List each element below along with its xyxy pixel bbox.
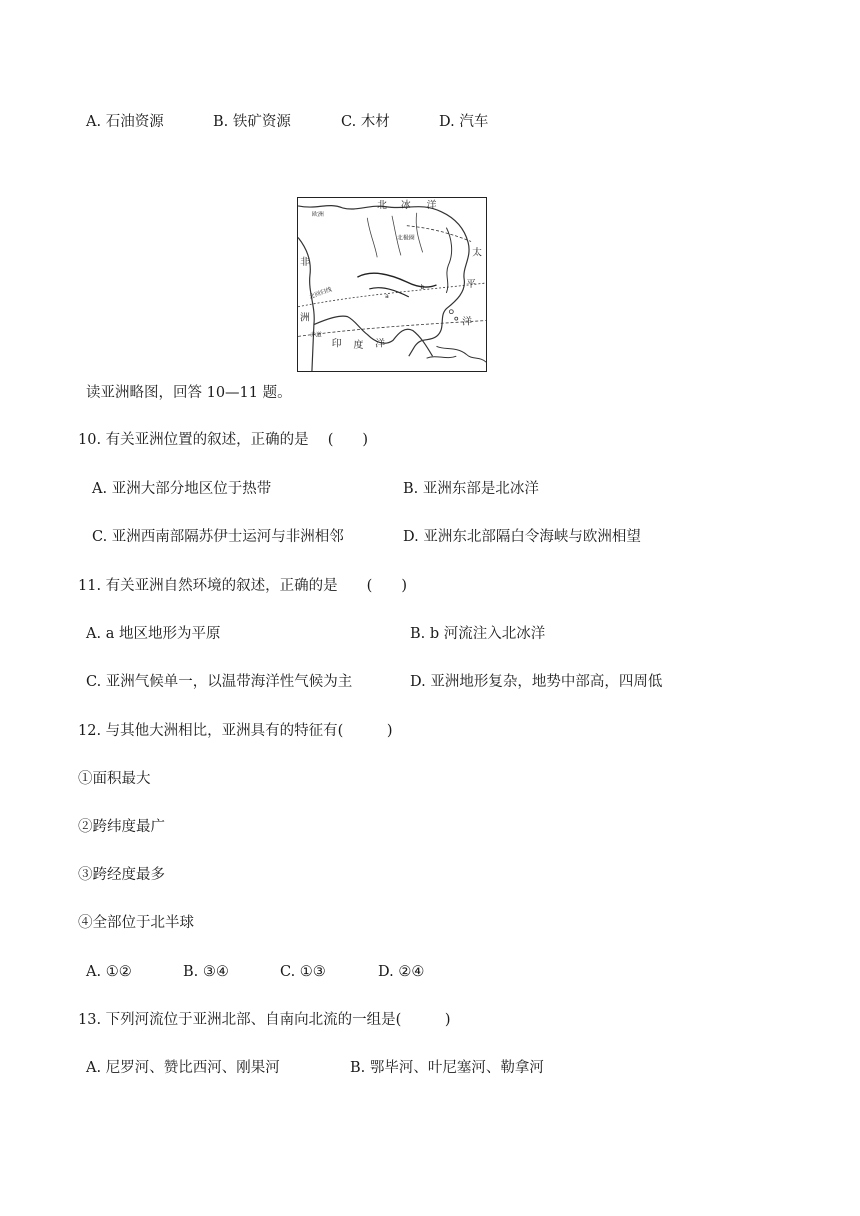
q10-stem: 10. 有关亚洲位置的叙述，正确的是 ( ) <box>78 432 369 448</box>
q12-item-4: ④全部位于北半球 <box>78 915 194 931</box>
q12-stem: 12. 与其他大洲相比，亚洲具有的特征有( ) <box>78 723 393 739</box>
q10-option-a: A. 亚洲大部分地区位于热带 <box>92 481 272 497</box>
asia-map <box>297 197 487 372</box>
map-label-tropic: 北回归线 <box>308 286 333 301</box>
q13-option-b: B. 鄂毕河、叶尼塞河、勒拿河 <box>350 1060 544 1076</box>
map-label-a: a <box>385 292 389 300</box>
q12-option-a: A. ①② <box>86 964 132 980</box>
map-label-bei: 北 <box>377 199 388 211</box>
q13-stem: 13. 下列河流位于亚洲北部、自南向北流的一组是( ) <box>78 1012 451 1028</box>
reading-instruction: 读亚洲略图，回答 10—11 题。 <box>86 385 292 401</box>
map-label-du: 度 <box>353 340 364 352</box>
q9-option-a: A. 石油资源 <box>86 114 164 130</box>
q12-item-3: ③跨经度最多 <box>78 867 165 883</box>
map-label-europe: 欧洲 <box>311 210 324 218</box>
q12-item-1: ①面积最大 <box>78 771 151 787</box>
q12-item-2: ②跨纬度最广 <box>78 819 165 835</box>
q12-option-c: C. ①③ <box>280 964 326 980</box>
q10-option-d: D. 亚洲东北部隔白令海峡与欧洲相望 <box>403 529 641 545</box>
q12-option-b: B. ③④ <box>183 964 229 980</box>
q11-option-d: D. 亚洲地形复杂，地势中部高，四周低 <box>410 674 663 690</box>
map-label-fei: 非 <box>300 257 310 269</box>
map-label-bing: 冰 <box>400 199 411 211</box>
map-label-arctic-circle: 北极圈 <box>396 234 415 242</box>
q11-option-b: B. b 河流注入北冰洋 <box>410 626 546 642</box>
q10-option-c: C. 亚洲西南部隔苏伊士运河与非洲相邻 <box>92 529 344 545</box>
q13-option-a: A. 尼罗河、赞比西河、刚果河 <box>86 1060 280 1076</box>
map-label-yang-north: 洋 <box>426 199 437 211</box>
q10-option-b: B. 亚洲东部是北冰洋 <box>403 481 539 497</box>
map-label-tai: 太 <box>472 247 482 259</box>
q11-stem: 11. 有关亚洲自然环境的叙述，正确的是 ( ) <box>78 578 407 594</box>
map-label-b: b <box>420 283 425 291</box>
q11-option-c: C. 亚洲气候单一，以温带海洋性气候为主 <box>86 674 353 690</box>
map-label-yang-south: 洋 <box>375 338 386 350</box>
map-label-yin: 印 <box>331 338 342 350</box>
map-label-ping: 平 <box>466 278 477 290</box>
q12-option-d: D. ②④ <box>378 964 425 980</box>
map-label-equator: 赤道 <box>309 331 322 339</box>
map-label-yang-east: 洋 <box>462 316 473 328</box>
q11-option-a: A. a 地区地形为平原 <box>86 626 221 642</box>
map-label-zhou: 洲 <box>300 312 310 324</box>
q9-option-b: B. 铁矿资源 <box>213 114 291 130</box>
q9-option-d: D. 汽车 <box>439 114 489 130</box>
q9-option-c: C. 木材 <box>341 114 390 130</box>
